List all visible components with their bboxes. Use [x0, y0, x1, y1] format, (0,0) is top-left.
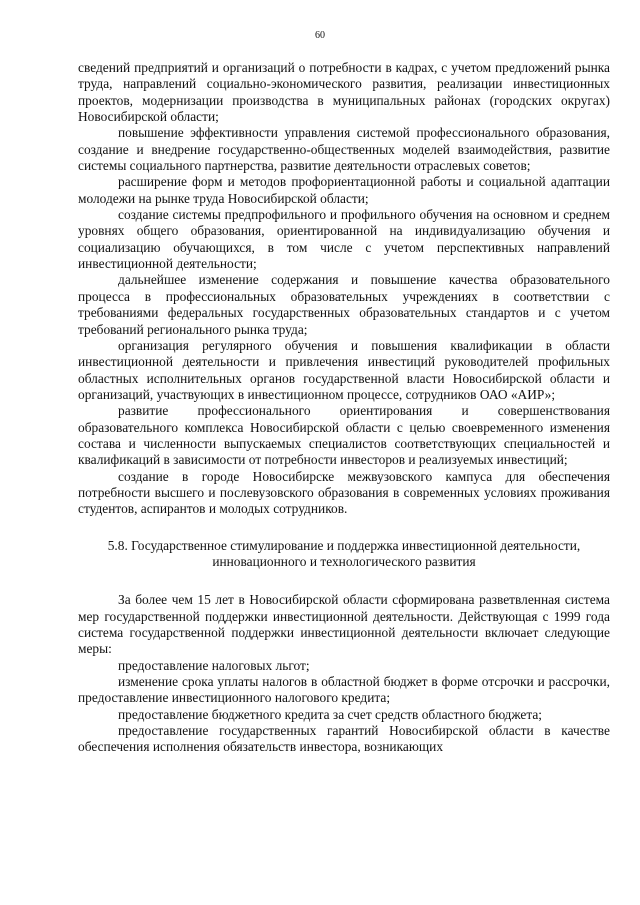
list-item: предоставление государственных гарантий Новосибирской области в качестве обеспечения исполнения обязательств инвестора, возникающих: [78, 723, 610, 755]
paragraph: создание в городе Новосибирске межвузовского кампуса для обеспечения потребности высшего и послевузовского образования в современных условиях проживания студентов, аспирантов и молодых сотрудников.: [78, 468, 610, 517]
paragraph: дальнейшее изменение содержания и повышение качества образовательного процесса в профессиональных образовательных учреждениях в соответствии с требованиями федеральных государственных образовательных стандартов и с учетом требований регионального рынка труда;: [78, 272, 610, 337]
document-body: [78, 60, 610, 756]
paragraph: организация регулярного обучения и повышения квалификации в области инвестиционной деятельности и привлечения инвестиций руководителей профильных областных исполнительных органов государственной власти Новосибирской области и организаций, участвующих в инвестиционном процессе, сотрудников ОАО «АИР»;: [78, 337, 610, 402]
list-item: предоставление бюджетного кредита за счет средств областного бюджета;: [118, 706, 543, 722]
paragraph: развитие профессионального ориентирования и совершенствования образовательного комплекса Новосибирской области с целью своевременного изменения состава и численности выпускаемых специалистов соответствующих специальностей и квалификаций в зависимости от потребности инвесторов и реализуемых инвестиций;: [78, 403, 610, 468]
paragraph: повышение эффективности управления системой профессионального образования, создание и внедрение государственно-общественных моделей взаимодействия, развитие системы социального партнерства, развитие деятельности отраслевых советов;: [78, 125, 610, 174]
section-heading: [78, 538, 610, 571]
paragraph-continuation: сведений предприятий и организаций о потребности в кадрах, с учетом предложений рынка труда, направлений социально-экономического развития, реализации инвестиционных проектов, модернизации производства в муниципальных районах (городских округах) Новосибирской области;: [78, 60, 610, 125]
page-number: 60: [315, 30, 325, 41]
list-item: предоставление налоговых льгот;: [118, 657, 310, 673]
list-item: изменение срока уплаты налогов в областной бюджет в форме отсрочки и рассрочки, предоставление инвестиционного налогового кредита;: [78, 674, 610, 706]
paragraph: создание системы предпрофильного и профильного обучения на основном и среднем уровнях общего образования, ориентированной на индивидуализацию обучения и социализацию обучающихся, в том числе с учетом перспективных направлений инвестиционной деятельности;: [78, 207, 610, 272]
section-heading-line-2: инновационного и технологического развития: [212, 553, 476, 569]
paragraph: расширение форм и методов профориентационной работы и социальной адаптации молодежи на рынке труда Новосибирской области;: [78, 174, 610, 206]
paragraph: За более чем 15 лет в Новосибирской области сформирована разветвленная система мер государственной поддержки инвестиционной деятельности. Действующая с 1999 года система государственной поддержки инвестиционной деятельности включает следующие меры:: [78, 592, 610, 657]
section-heading-line-1: 5.8. Государственное стимулирование и поддержка инвестиционной деятельности,: [107, 537, 581, 553]
